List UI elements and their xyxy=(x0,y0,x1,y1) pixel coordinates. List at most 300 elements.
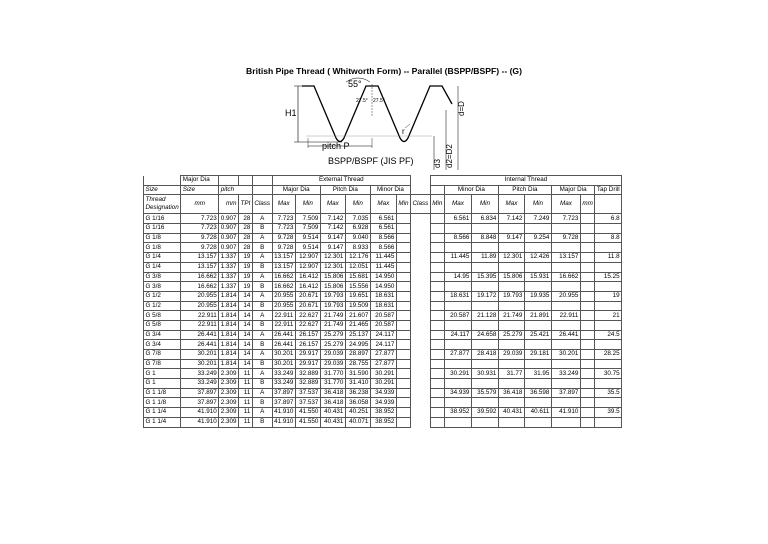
table-cell: 40.431 xyxy=(320,408,345,418)
table-cell: 16.662 xyxy=(274,282,294,290)
table-cell: 25.137 xyxy=(345,330,370,340)
table-cell: G 1 1/4 xyxy=(144,417,181,427)
table-cell: A xyxy=(252,291,272,301)
table-cell xyxy=(498,340,524,350)
table-cell: A xyxy=(252,253,272,263)
table-cell: 39.5 xyxy=(595,408,622,418)
table-cell xyxy=(551,262,580,272)
table-cell: 21.607 xyxy=(345,311,370,321)
table-cell xyxy=(498,301,524,311)
table-cell: 35.5 xyxy=(595,388,622,398)
table-row xyxy=(144,340,622,350)
header-row-1 xyxy=(144,176,622,186)
table-cell: B xyxy=(252,359,272,369)
table-cell xyxy=(595,301,622,311)
table-cell: 19 xyxy=(239,262,253,272)
table-cell: 15.806 xyxy=(320,272,345,282)
table-cell: 27.877 xyxy=(370,350,396,360)
table-cell: G 1/4 xyxy=(144,262,181,272)
table-cell xyxy=(524,224,551,234)
table-cell xyxy=(595,379,622,389)
table-cell: 26.441 xyxy=(274,340,294,348)
table-cell: 26.441 xyxy=(181,330,219,340)
table-cell: G 1 1/4 xyxy=(144,408,181,418)
table-cell: 38.952 xyxy=(444,408,471,418)
table-cell xyxy=(580,301,595,311)
thread-table-wrapper xyxy=(143,175,622,428)
table-cell xyxy=(498,320,524,330)
table-cell xyxy=(411,272,431,282)
table-cell: 27.877 xyxy=(444,350,471,360)
table-cell: 9.147 xyxy=(320,233,345,243)
table-cell xyxy=(471,417,498,427)
table-cell: 41.910 xyxy=(274,408,294,416)
table-cell xyxy=(595,340,622,350)
table-cell: 37.897 xyxy=(551,388,580,398)
table-cell: 16.662 xyxy=(181,282,219,292)
table-cell: 31.95 xyxy=(524,369,551,379)
table-cell xyxy=(430,388,444,398)
table-cell: A xyxy=(252,350,272,360)
table-cell: 6.8 xyxy=(595,214,622,224)
table-cell: 22.911 xyxy=(181,320,219,330)
table-cell xyxy=(551,282,580,292)
table-cell xyxy=(430,214,444,224)
table-row xyxy=(144,272,622,282)
table-cell: 16.662 xyxy=(551,272,580,282)
table-cell xyxy=(411,388,431,398)
table-cell xyxy=(444,359,471,369)
table-cell: 13.157 xyxy=(551,253,580,263)
table-cell: G 3/8 xyxy=(144,272,181,282)
table-cell: 9.728 xyxy=(272,243,295,253)
table-cell: 37.897 xyxy=(181,398,219,408)
table-cell: B xyxy=(252,417,272,427)
diagram-caption: BSPP/BSPF (JIS PF) xyxy=(328,156,414,166)
table-cell: 30.201 xyxy=(274,350,294,358)
table-cell: 28 xyxy=(239,224,253,234)
table-cell: 13.157 xyxy=(274,253,294,261)
table-cell: 12.426 xyxy=(524,253,551,263)
table-cell xyxy=(444,379,471,389)
table-cell: 32.889 xyxy=(295,379,320,389)
table-cell: 1.814 xyxy=(220,350,237,358)
table-row xyxy=(144,214,622,224)
table-cell: 1.814 xyxy=(220,330,237,338)
table-cell: 21.749 xyxy=(320,320,345,330)
table-cell xyxy=(471,398,498,408)
table-cell: A xyxy=(252,311,272,321)
table-cell xyxy=(411,417,431,427)
table-cell: 20.671 xyxy=(295,301,320,311)
half-angle-right: 27.5° xyxy=(373,98,385,104)
table-cell xyxy=(471,320,498,330)
table-cell xyxy=(595,417,622,427)
table-cell xyxy=(430,253,444,263)
table-cell: 15.806 xyxy=(498,272,524,282)
header-major-dia: Major Dia xyxy=(181,176,219,186)
table-cell: 25.279 xyxy=(320,330,345,340)
table-cell: 9.728 xyxy=(551,233,580,243)
table-cell: 0.907 xyxy=(220,224,237,232)
table-cell xyxy=(411,282,431,292)
table-cell xyxy=(430,350,444,360)
table-cell: 36.598 xyxy=(524,388,551,398)
table-cell: A xyxy=(252,369,272,379)
table-cell: A xyxy=(252,330,272,340)
table-cell: 11 xyxy=(239,408,253,418)
table-cell: 11 xyxy=(239,398,253,408)
table-cell: 18.631 xyxy=(370,291,396,301)
table-cell: 12.301 xyxy=(498,253,524,263)
table-cell: 16.412 xyxy=(295,272,320,282)
table-cell: 22.911 xyxy=(551,311,580,321)
table-cell xyxy=(471,243,498,253)
table-cell: 19 xyxy=(239,282,253,292)
table-row xyxy=(144,311,622,321)
table-cell: 33.249 xyxy=(551,369,580,379)
table-row xyxy=(144,369,622,379)
table-cell xyxy=(411,224,431,234)
table-cell: 11 xyxy=(239,369,253,379)
table-cell xyxy=(595,243,622,253)
table-cell xyxy=(411,253,431,263)
table-cell: 1.814 xyxy=(220,360,237,368)
table-cell: A xyxy=(252,272,272,282)
table-row xyxy=(144,359,622,369)
table-cell: 19.509 xyxy=(345,301,370,311)
table-cell: 7.142 xyxy=(498,214,524,224)
table-cell xyxy=(580,282,595,292)
table-cell xyxy=(580,417,595,427)
table-cell xyxy=(396,330,410,340)
table-cell: 0.907 xyxy=(220,243,237,251)
table-cell: 7.723 xyxy=(181,214,219,224)
table-cell: 26.441 xyxy=(274,330,294,338)
table-cell: 26.441 xyxy=(551,330,580,340)
table-cell: 14 xyxy=(239,359,253,369)
table-cell: 33.249 xyxy=(181,379,219,389)
table-cell xyxy=(411,233,431,243)
table-cell xyxy=(471,262,498,272)
table-cell xyxy=(595,224,622,234)
table-cell: 19.172 xyxy=(471,291,498,301)
table-cell: 20.955 xyxy=(551,291,580,301)
table-cell xyxy=(471,359,498,369)
table-cell: 11.445 xyxy=(370,262,396,272)
table-cell: 1.814 xyxy=(220,321,237,329)
table-cell: 6.561 xyxy=(370,224,396,234)
table-cell xyxy=(430,272,444,282)
table-cell: 6.561 xyxy=(444,214,471,224)
table-cell xyxy=(411,398,431,408)
header-row-3: Thread Designation mm mm TPI Class Max Min Max Min Max Min Class Min Max Min Max Min Max mm xyxy=(144,195,622,214)
table-cell xyxy=(430,262,444,272)
table-cell: 7.723 xyxy=(272,214,295,224)
table-cell: 2.309 xyxy=(220,369,237,377)
table-cell: 20.587 xyxy=(370,311,396,321)
table-cell: 9.254 xyxy=(524,233,551,243)
table-cell: 20.955 xyxy=(181,301,219,311)
table-cell: 12.051 xyxy=(345,262,370,272)
table-cell xyxy=(411,369,431,379)
d3-label: d3 xyxy=(433,159,442,168)
table-cell xyxy=(524,417,551,427)
table-cell: 0.907 xyxy=(220,234,237,242)
table-cell: 11.445 xyxy=(444,253,471,263)
table-cell: 14.95 xyxy=(444,272,471,282)
table-cell xyxy=(444,398,471,408)
table-cell: 1.814 xyxy=(220,340,237,348)
table-cell: 19 xyxy=(239,253,253,263)
header-row-2: Size Size pitch Major Dia Pitch Dia Minor Dia Minor Dia Pitch Dia Major Dia Tap Drill xyxy=(145,186,620,194)
table-cell: 22.911 xyxy=(272,311,295,321)
table-cell: G 7/8 xyxy=(144,350,181,360)
table-cell: 7.723 xyxy=(272,224,295,234)
table-cell: 9.728 xyxy=(181,243,219,253)
table-cell: 24.117 xyxy=(444,330,471,340)
table-cell xyxy=(411,379,431,389)
table-cell xyxy=(396,282,410,292)
table-cell xyxy=(411,359,431,369)
table-cell xyxy=(580,291,595,301)
table-cell xyxy=(430,320,444,330)
table-cell xyxy=(396,224,410,234)
table-row xyxy=(144,417,622,427)
table-cell xyxy=(580,272,595,282)
table-cell xyxy=(396,291,410,301)
table-cell xyxy=(430,398,444,408)
half-angle-left: 27.5° xyxy=(356,98,368,104)
table-cell: 33.249 xyxy=(274,379,294,387)
table-cell: 22.627 xyxy=(295,311,320,321)
table-cell: 15.25 xyxy=(595,272,622,282)
table-cell: 36.238 xyxy=(345,388,370,398)
table-cell xyxy=(430,301,444,311)
table-cell xyxy=(430,282,444,292)
table-cell: 19 xyxy=(239,272,253,282)
table-cell: 38.952 xyxy=(370,417,396,427)
table-cell: 26.157 xyxy=(295,340,320,350)
table-cell xyxy=(580,320,595,330)
table-cell: 1.337 xyxy=(220,253,237,261)
pitch-label: pitch P xyxy=(322,141,350,151)
table-cell xyxy=(396,320,410,330)
table-cell xyxy=(551,243,580,253)
table-cell: G 1/2 xyxy=(144,301,181,311)
table-cell: 1.337 xyxy=(220,282,237,290)
table-cell xyxy=(498,398,524,408)
table-cell xyxy=(396,243,410,253)
table-cell: 1.337 xyxy=(220,263,237,271)
table-cell xyxy=(595,282,622,292)
table-cell: 28 xyxy=(239,243,253,253)
table-cell: G 3/4 xyxy=(144,330,181,340)
table-cell: B xyxy=(252,301,272,311)
table-cell: G 1/8 xyxy=(144,233,181,243)
table-cell: G 1/2 xyxy=(144,291,181,301)
table-cell: 37.897 xyxy=(274,398,294,406)
table-row xyxy=(144,224,622,234)
table-cell: 28.897 xyxy=(345,350,370,360)
table-cell: 31.77 xyxy=(498,369,524,379)
table-cell: 28.418 xyxy=(471,350,498,360)
table-cell: 12.907 xyxy=(295,262,320,272)
table-cell: 19 xyxy=(595,291,622,301)
table-cell: 11 xyxy=(239,388,253,398)
table-cell: 16.662 xyxy=(274,272,294,280)
table-row xyxy=(144,253,622,263)
table-cell: 40.431 xyxy=(498,408,524,418)
table-cell: B xyxy=(252,243,272,253)
table-row xyxy=(144,379,622,389)
table-cell xyxy=(595,398,622,408)
table-cell: 7.035 xyxy=(345,214,370,224)
table-cell: B xyxy=(252,379,272,389)
table-cell xyxy=(430,311,444,321)
table-cell: 30.291 xyxy=(444,369,471,379)
table-cell xyxy=(444,320,471,330)
table-cell xyxy=(580,262,595,272)
table-cell xyxy=(411,214,431,224)
table-cell: 29.917 xyxy=(295,350,320,360)
table-cell: G 1/8 xyxy=(144,243,181,253)
table-cell xyxy=(411,340,431,350)
table-cell: 20.955 xyxy=(274,301,294,309)
table-cell: 15.556 xyxy=(345,282,370,292)
table-cell: G 7/8 xyxy=(144,359,181,369)
table-cell xyxy=(430,340,444,350)
table-cell xyxy=(411,262,431,272)
table-cell: 9.514 xyxy=(295,243,320,253)
header-external-thread: External Thread xyxy=(272,176,410,186)
table-cell xyxy=(551,359,580,369)
table-cell: 18.631 xyxy=(370,301,396,311)
table-cell xyxy=(551,398,580,408)
table-cell: 31.770 xyxy=(320,379,345,389)
table-cell: 28 xyxy=(239,233,253,243)
table-cell: 21.749 xyxy=(498,311,524,321)
table-cell xyxy=(444,243,471,253)
table-cell: B xyxy=(252,224,272,234)
table-cell: 2.309 xyxy=(220,379,237,387)
table-cell xyxy=(580,369,595,379)
table-cell: 7.142 xyxy=(320,224,345,234)
table-cell: A xyxy=(252,408,272,418)
table-cell xyxy=(396,262,410,272)
table-cell: G 1/4 xyxy=(144,253,181,263)
table-cell: A xyxy=(252,214,272,224)
table-cell: 24.995 xyxy=(345,340,370,350)
table-cell: 32.889 xyxy=(295,369,320,379)
table-cell: 8.566 xyxy=(444,233,471,243)
table-cell: 15.395 xyxy=(471,272,498,282)
table-cell xyxy=(498,417,524,427)
table-cell: 40.431 xyxy=(320,417,345,427)
table-cell: 31.590 xyxy=(345,369,370,379)
table-row xyxy=(144,330,622,340)
table-cell: 28.25 xyxy=(595,350,622,360)
table-cell xyxy=(411,311,431,321)
table-cell: 13.157 xyxy=(181,262,219,272)
table-cell: 36.418 xyxy=(320,398,345,408)
table-cell: 14 xyxy=(239,311,253,321)
table-cell: 9.147 xyxy=(498,233,524,243)
table-cell xyxy=(595,320,622,330)
table-cell xyxy=(580,350,595,360)
table-cell: 8.933 xyxy=(345,243,370,253)
table-cell xyxy=(524,282,551,292)
table-cell xyxy=(524,359,551,369)
table-cell xyxy=(580,379,595,389)
table-cell xyxy=(430,224,444,234)
table-cell: 6.834 xyxy=(471,214,498,224)
table-cell xyxy=(396,369,410,379)
table-cell: 1.814 xyxy=(220,292,237,300)
table-cell xyxy=(524,379,551,389)
table-cell: 28.755 xyxy=(345,359,370,369)
table-row xyxy=(144,350,622,360)
table-cell: 11 xyxy=(239,417,253,427)
table-cell: 30.201 xyxy=(551,350,580,360)
table-cell xyxy=(444,301,471,311)
table-cell: 9.147 xyxy=(320,243,345,253)
table-cell xyxy=(580,388,595,398)
table-cell xyxy=(430,408,444,418)
table-cell: 11.445 xyxy=(370,253,396,263)
table-cell xyxy=(498,379,524,389)
table-cell: 16.662 xyxy=(181,272,219,282)
table-cell xyxy=(430,359,444,369)
table-cell: 30.291 xyxy=(370,379,396,389)
table-cell xyxy=(524,398,551,408)
table-cell: 14.950 xyxy=(370,272,396,282)
table-cell: 9.514 xyxy=(295,233,320,243)
table-cell: 1.814 xyxy=(220,301,237,309)
table-cell: 25.421 xyxy=(524,330,551,340)
table-cell xyxy=(430,379,444,389)
table-cell xyxy=(396,379,410,389)
table-cell xyxy=(524,262,551,272)
table-cell: 36.418 xyxy=(320,388,345,398)
table-cell: 37.537 xyxy=(295,388,320,398)
table-cell: 40.071 xyxy=(345,417,370,427)
table-cell xyxy=(498,262,524,272)
thread-table xyxy=(143,175,622,428)
table-cell xyxy=(471,224,498,234)
table-cell: 29.039 xyxy=(320,359,345,369)
table-cell xyxy=(430,417,444,427)
table-cell xyxy=(595,262,622,272)
table-cell xyxy=(396,398,410,408)
table-cell: 37.897 xyxy=(181,388,219,398)
table-cell: 22.911 xyxy=(272,320,295,330)
table-row xyxy=(144,291,622,301)
table-cell: 39.592 xyxy=(471,408,498,418)
table-cell: 19.793 xyxy=(320,301,345,311)
table-row xyxy=(144,282,622,292)
table-cell: G 1/16 xyxy=(144,214,181,224)
table-cell: 30.201 xyxy=(181,350,219,360)
table-cell xyxy=(444,417,471,427)
table-cell xyxy=(396,272,410,282)
table-cell: 18.631 xyxy=(444,291,471,301)
table-cell: 40.611 xyxy=(524,408,551,418)
table-cell: 27.877 xyxy=(370,359,396,369)
table-cell: 13.157 xyxy=(181,253,219,263)
table-cell xyxy=(430,243,444,253)
table-cell xyxy=(551,301,580,311)
